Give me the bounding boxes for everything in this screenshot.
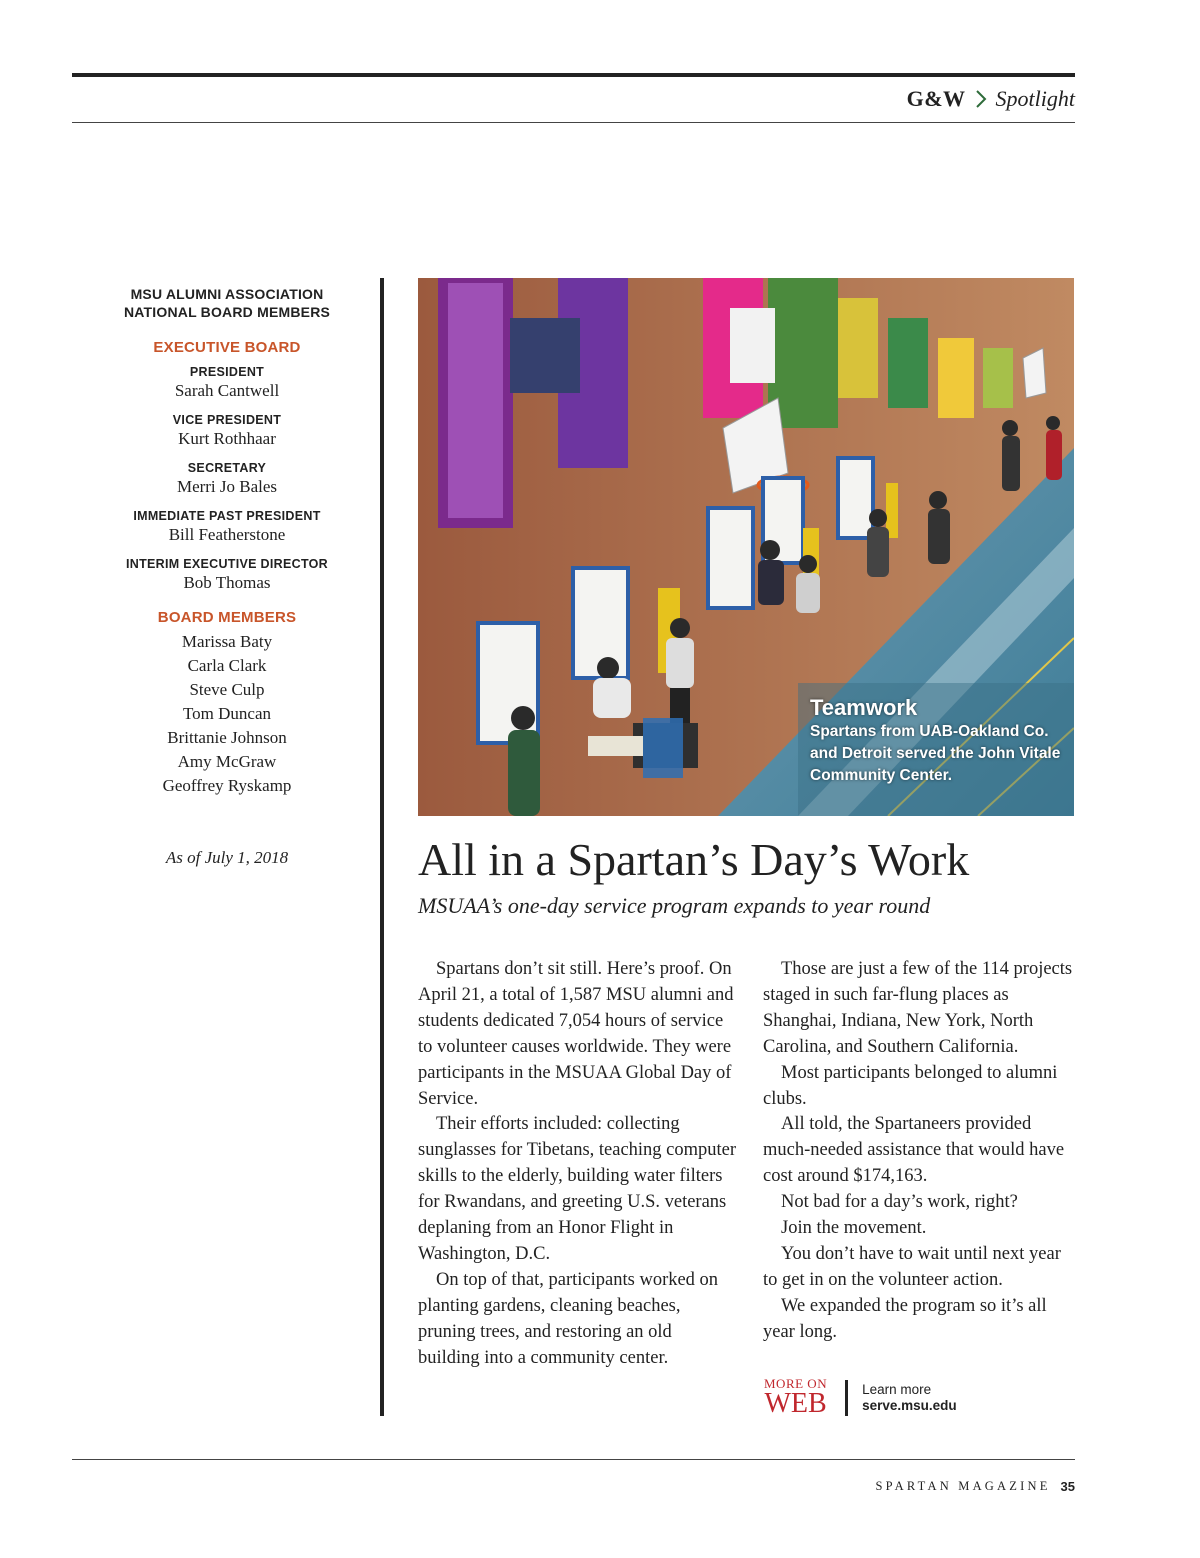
list-item: Geoffrey Ryskamp: [162, 776, 292, 795]
caption-body: Spartans from UAB-Oakland Co. and Detroit served the John Vitale Community Center.: [810, 723, 1061, 784]
article-column-2: [763, 957, 1075, 1346]
executive-board-heading: EXECUTIVE BOARD: [153, 339, 301, 356]
member-name: Sarah Cantwell: [174, 381, 280, 400]
more-on-label: MORE ON: [764, 1376, 828, 1391]
web-link[interactable]: serve.msu.edu: [862, 1397, 957, 1413]
photo-caption: [810, 695, 1070, 787]
paragraph: Most participants belonged to alumni clubs.: [763, 1062, 1058, 1109]
list-item: Brittanie Johnson: [167, 728, 287, 747]
role-label: SECRETARY: [187, 461, 267, 475]
paragraph: You don’t have to wait until next year to get in on the volunteer action.: [763, 1243, 1061, 1290]
board-members-heading: BOARD MEMBERS: [157, 609, 297, 626]
list-item: Marissa Baty: [181, 632, 273, 651]
article-headline: All in a Spartan’s Day’s Work: [418, 834, 970, 885]
member-name: Bill Featherstone: [168, 525, 286, 544]
paragraph: Spartans don’t sit still. Here’s proof. On April 21, a total of 1,587 MSU alumni and students dedicated 7,054 hours of service to volunteer causes worldwide. They were participants in the MSUAA Global Day of Service.: [418, 959, 734, 1109]
paragraph: Those are just a few of the 114 projects staged in such far-flung places as Shanghai, Indiana, New York, North Carolina, and Southern California.: [763, 959, 1073, 1057]
more-on-web-callout: [764, 1377, 957, 1418]
magazine-name: SPARTAN MAGAZINE: [875, 1479, 1051, 1493]
section-name: G&W: [906, 86, 966, 111]
top-rule: [72, 73, 1075, 77]
callout-divider: [845, 1380, 848, 1416]
member-name: Merri Jo Bales: [176, 477, 278, 496]
as-of-date: As of July 1, 2018: [165, 848, 289, 867]
role-label: IMMEDIATE PAST PRESIDENT: [133, 509, 321, 523]
paragraph: Not bad for a day’s work, right?: [781, 1192, 1018, 1213]
list-item: Steve Culp: [189, 680, 265, 699]
list-item: Tom Duncan: [182, 704, 272, 723]
web-label: WEB: [764, 1388, 827, 1419]
paragraph: On top of that, participants worked on planting gardens, cleaning beaches, pruning trees, and restoring an old building into a community center.: [418, 1269, 719, 1368]
subsection-name: Spotlight: [995, 86, 1075, 111]
article-deck: MSUAA’s one-day service program expands to year round: [418, 893, 931, 918]
board-members-list: [72, 630, 382, 798]
more-on-web-logo: [764, 1377, 827, 1418]
board-sidebar: [72, 285, 382, 868]
page-footer: [875, 1479, 1075, 1494]
role-label: VICE PRESIDENT: [172, 413, 282, 427]
section-breadcrumb: [907, 86, 1075, 112]
member-name: Kurt Rothhaar: [178, 429, 276, 448]
header-rule: [72, 122, 1075, 123]
caption-title: Teamwork: [810, 695, 918, 720]
page-number: 35: [1060, 1479, 1075, 1494]
paragraph: Join the movement.: [781, 1218, 927, 1239]
role-label: PRESIDENT: [189, 365, 265, 379]
sidebar-title-line1: MSU ALUMNI ASSOCIATION: [130, 286, 324, 302]
list-item: Carla Clark: [187, 656, 267, 675]
member-name: Bob Thomas: [183, 573, 271, 592]
list-item: Amy McGraw: [177, 752, 277, 771]
paragraph: Their efforts included: collecting sunglasses for Tibetans, teaching computer skills to the elderly, building water filters for Rwandans, and greeting U.S. veterans deplaning from an Honor Flight in Washington, D.C.: [418, 1114, 737, 1264]
article-column-1: [418, 957, 738, 1372]
learn-more-block: [862, 1382, 957, 1414]
learn-more-label: Learn more: [862, 1381, 932, 1397]
sidebar-title-line2: NATIONAL BOARD MEMBERS: [123, 304, 331, 320]
paragraph: All told, the Spartaneers provided much-needed assistance that would have cost around $174,163.: [763, 1114, 1065, 1187]
chevron-right-icon: [972, 88, 990, 110]
role-label: INTERIM EXECUTIVE DIRECTOR: [125, 557, 329, 571]
paragraph: We expanded the program so it’s all year long.: [763, 1295, 1047, 1342]
column-divider: [380, 278, 384, 1416]
footer-rule: [72, 1459, 1075, 1460]
